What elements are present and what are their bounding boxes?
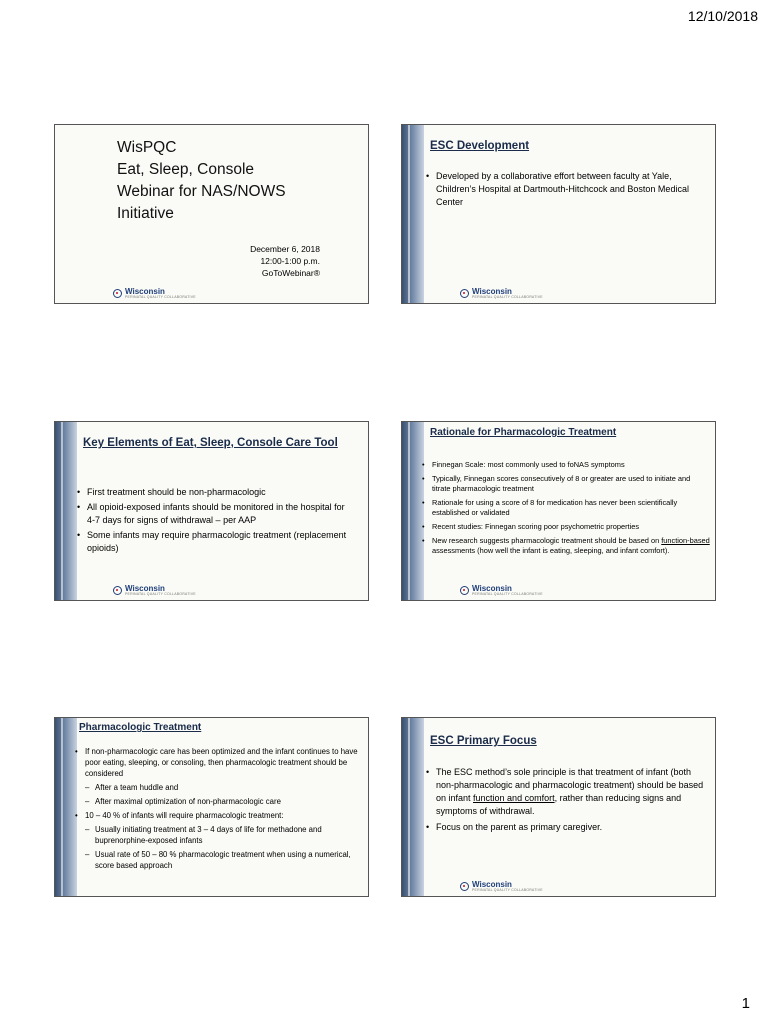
bullet: • First treatment should be non-pharmacologic [77, 486, 355, 499]
logo-icon [460, 882, 469, 891]
logo-title: Wisconsin [472, 879, 512, 889]
slide-decoration [402, 125, 424, 303]
slide-decoration [55, 422, 77, 600]
slide-2-bullets [426, 170, 704, 209]
bullet-text: assessments (how well the infant is eating, sleeping, and infant comfort). [432, 546, 670, 555]
slide-1-title [117, 137, 286, 225]
wisconsin-logo [113, 288, 196, 300]
wisconsin-logo [460, 288, 543, 300]
bullet: • All opioid-exposed infants should be monitored in the hospital for 4-7 days for signs of withdrawal – per AAP [77, 501, 355, 527]
sub-bullet: – Usual rate of 50 – 80 % pharmacologic treatment when using a numerical, score based approach [75, 849, 365, 871]
underlined-term: function-based [661, 536, 710, 545]
bullet-text: The ESC method’s sole principle is that treatment of infant (both non-pharmacologic and pharmacologic treatment) should be based on infant [436, 767, 704, 803]
slide-2 [401, 124, 716, 304]
logo-subtitle: PERINATAL QUALITY COLLABORATIVE [125, 591, 196, 596]
bullet: • Developed by a collaborative effort between faculty at Yale, Children’s Hospital at Dartmouth-Hitchcock and Boston Medical Center [426, 170, 704, 209]
slide-5 [54, 717, 369, 897]
bullet-text: New research suggests pharmacologic treatment should be based on [432, 536, 662, 545]
title-line: WisPQC [117, 139, 177, 156]
bullet [426, 766, 710, 818]
logo-title: Wisconsin [472, 583, 512, 593]
sub-bullet: – After maximal optimization of non-pharmacologic care [75, 796, 365, 807]
webinar-date: December 6, 2018 [250, 244, 320, 254]
sub-bullet: – Usually initiating treatment at 3 – 4 days of life for methadone and buprenorphine-exposed infants [75, 824, 365, 846]
bullet: • Focus on the parent as primary caregiver. [426, 821, 710, 834]
slide-decoration [55, 718, 77, 896]
slide-4-title: Rationale for Pharmacologic Treatment [430, 427, 617, 438]
slide-4 [401, 421, 716, 601]
slide-5-title: Pharmacologic Treatment [79, 722, 202, 733]
bullet: • Rationale for using a score of 8 for medication has never been scientifically established or validated [422, 498, 710, 518]
sub-bullet: – After a team huddle and [75, 782, 365, 793]
title-line: Initiative [117, 205, 174, 222]
logo-icon [460, 586, 469, 595]
wisconsin-logo [460, 585, 543, 597]
logo-icon [113, 289, 122, 298]
bullet-text: , rather than reducing signs and symptoms of withdrawal. [436, 793, 682, 816]
title-line: Webinar for NAS/NOWS [117, 183, 286, 200]
slide-6 [401, 717, 716, 897]
logo-icon [460, 289, 469, 298]
bullet [422, 536, 710, 556]
wisconsin-logo [460, 881, 543, 893]
logo-title: Wisconsin [472, 286, 512, 296]
bullet: • If non-pharmacologic care has been optimized and the infant continues to have poor eating, sleeping, or consoling, then pharmacologic treatment should be considered [75, 746, 365, 779]
bullet: • Finnegan Scale: most commonly used to foNAS symptoms [422, 460, 710, 470]
slide-5-bullets [75, 746, 365, 874]
bullet: • Typically, Finnegan scores consecutively of 8 or greater are used to initiate and titrate pharmacologic treatment [422, 474, 710, 494]
logo-subtitle: PERINATAL QUALITY COLLABORATIVE [472, 591, 543, 596]
slide-6-bullets [426, 766, 710, 837]
logo-title: Wisconsin [125, 286, 165, 296]
slide-2-title: ESC Development [430, 140, 530, 152]
slide-4-bullets [422, 460, 710, 560]
bullet: • Some infants may require pharmacologic treatment (replacement opioids) [77, 529, 355, 555]
slide-1 [54, 124, 369, 304]
underlined-term: function and comfort [473, 793, 555, 803]
slide-decoration [402, 718, 424, 896]
slide-decoration [402, 422, 424, 600]
slide-3-title: Key Elements of Eat, Sleep, Console Care Tool [83, 437, 338, 449]
webinar-info [250, 243, 320, 279]
webinar-time: 12:00-1:00 p.m. [260, 256, 320, 266]
webinar-platform: GoToWebinar® [261, 268, 320, 278]
page-date: 12/10/2018 [687, 8, 758, 24]
page-number: 1 [741, 995, 750, 1012]
bullet: • 10 – 40 % of infants will require pharmacologic treatment: [75, 810, 365, 821]
wisconsin-logo [113, 585, 196, 597]
bullet: • Recent studies: Finnegan scoring poor psychometric properties [422, 522, 710, 532]
logo-icon [113, 586, 122, 595]
logo-title: Wisconsin [125, 583, 165, 593]
slide-3-bullets [77, 486, 355, 557]
logo-subtitle: PERINATAL QUALITY COLLABORATIVE [125, 294, 196, 299]
logo-subtitle: PERINATAL QUALITY COLLABORATIVE [472, 887, 543, 892]
slide-6-title: ESC Primary Focus [430, 735, 537, 747]
title-line: Eat, Sleep, Console [117, 161, 255, 178]
slide-3 [54, 421, 369, 601]
logo-subtitle: PERINATAL QUALITY COLLABORATIVE [472, 294, 543, 299]
